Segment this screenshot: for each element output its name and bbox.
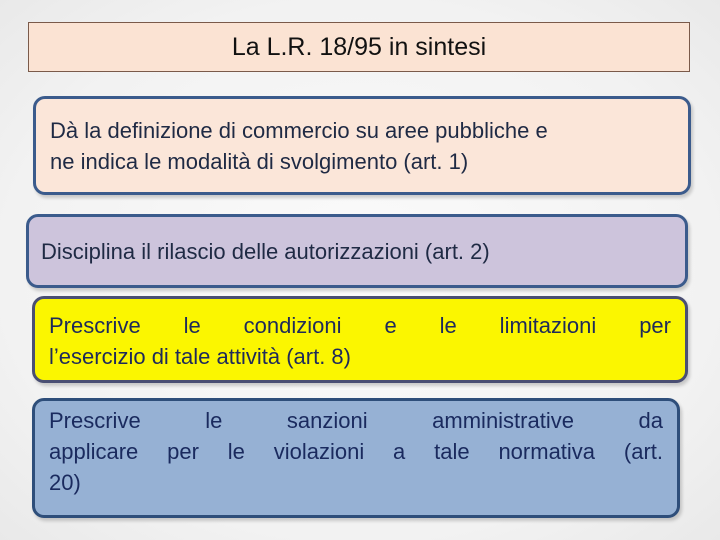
slide-title-box	[28, 22, 690, 72]
summary-card-line: Prescrive le sanzioni amministrative da	[49, 408, 663, 433]
summary-card-commerce-definition	[33, 96, 691, 195]
summary-card-line: Prescrive le condizioni e le limitazioni per	[49, 313, 671, 338]
summary-card-text	[50, 115, 674, 177]
summary-card-sanctions	[32, 398, 680, 518]
summary-card-text	[41, 236, 490, 267]
summary-card-line: Disciplina il rilascio delle autorizzazioni (art. 2)	[41, 238, 490, 264]
slide-title: La L.R. 18/95 in sintesi	[231, 32, 487, 61]
summary-card-conditions	[32, 296, 688, 383]
summary-card-line: Dà la definizione di commercio su aree pubbliche e	[50, 118, 548, 143]
summary-card-text	[49, 405, 663, 498]
summary-card-text	[49, 310, 671, 372]
summary-card-authorizations	[26, 214, 688, 288]
summary-card-line: 20)	[49, 470, 81, 495]
summary-card-line: applicare per le violazioni a tale normativa (art.	[49, 439, 663, 464]
summary-card-line: l’esercizio di tale attività (art. 8)	[49, 344, 351, 369]
summary-card-line: ne indica le modalità di svolgimento (art. 1)	[50, 149, 469, 174]
